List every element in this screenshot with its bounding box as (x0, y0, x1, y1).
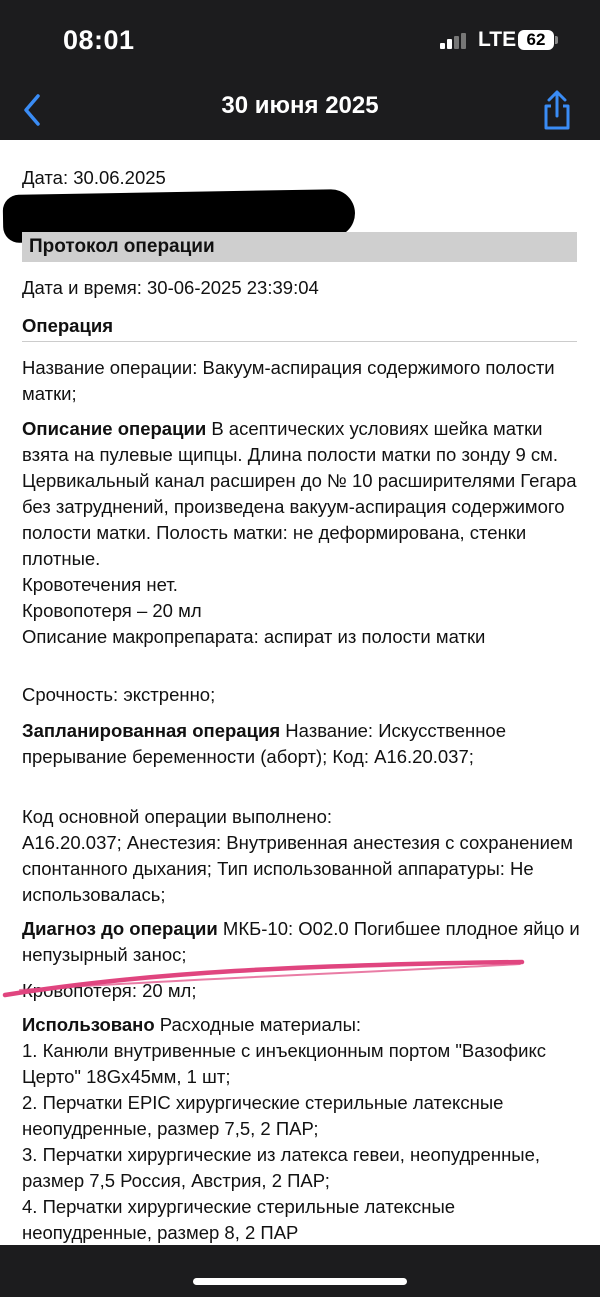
divider (22, 341, 577, 342)
blood-loss: Кровопотеря: 20 мл; (22, 980, 197, 1001)
description-paragraph: Цервикальный канал расширен до № 10 расширителями Гегара без затруднений, произведена вакуум-аспирация содержимого полости матки. Полость матки: не деформирована, стенки плотные. (22, 470, 577, 569)
description-paragraph: Описание макропрепарата: аспират из полости матки (22, 626, 486, 647)
planned-operation (22, 718, 582, 770)
document-date: Дата: 30.06.2025 (22, 167, 166, 188)
network-label: LTE (478, 28, 517, 51)
share-button[interactable] (540, 88, 574, 132)
operation-code (22, 804, 582, 908)
list-item: 4. Перчатки хирургические стерильные латексные неопудренные, размер 8, 2 ПАР (22, 1196, 456, 1243)
code-line: Код основной операции выполнено: (22, 806, 332, 827)
used-text: Расходные материалы: (154, 1014, 362, 1035)
diagnosis-text: МКБ-10: O02.0 Погибшее плодное яйцо и непузырный занос; (22, 918, 580, 965)
used-materials (22, 1012, 582, 1245)
urgency: Срочность: экстренно; (22, 684, 216, 705)
battery-tip (555, 36, 558, 44)
status-bar (0, 0, 600, 80)
signal-icon (440, 33, 468, 49)
code-details: A16.20.037; Анестезия: Внутривенная анестезия с сохранением спонтанного дыхания; Тип использованной аппаратуры: Не использовалась; (22, 832, 573, 905)
list-item: 3. Перчатки хирургические из латекса гевеи, неопудренные, размер 7,5 Россия, Австрия, 2 ПАР; (22, 1144, 541, 1191)
operation-name: Название операции: Вакуум-аспирация содержимого полости матки; (22, 357, 555, 404)
page-title: 30 июня 2025 (221, 92, 379, 119)
document-view[interactable] (0, 140, 600, 1245)
list-item: 2. Перчатки EPIC хирургические стерильные латексные неопудренные, размер 7,5, 2 ПАР; (22, 1092, 504, 1139)
used-label: Использовано (22, 1014, 155, 1035)
diagnosis (22, 916, 582, 968)
planned-label: Запланированная операция (22, 720, 281, 741)
section-header (22, 232, 577, 262)
planned-text: Название: Искусственное прерывание беременности (аборт); Код: A16.20.037; (22, 720, 507, 767)
description-label: Описание операции (22, 418, 207, 439)
list-item: 1. Канюли внутривенные с инъекционным портом "Вазофикс Церто" 18Gx45мм, 1 шт; (22, 1040, 546, 1087)
description-paragraph: Кровопотеря – 20 мл (22, 600, 202, 621)
battery-icon: 62 (518, 30, 554, 50)
status-time: 08:01 (63, 25, 135, 55)
nav-bar (0, 80, 600, 140)
share-icon (540, 88, 574, 132)
operation-datetime: Дата и время: 30-06-2025 23:39:04 (22, 277, 319, 298)
operation-heading: Операция (22, 315, 113, 336)
home-indicator[interactable] (193, 1278, 407, 1285)
operation-description (22, 416, 582, 650)
description-paragraph: Кровотечения нет. (22, 574, 178, 595)
diagnosis-label: Диагноз до операции (22, 918, 218, 939)
section-title: Протокол операции (29, 236, 215, 257)
description-text: В асептических условиях шейка матки взята на пулевые щипцы. Длина полости матки по зонду 9 см. (22, 418, 558, 465)
